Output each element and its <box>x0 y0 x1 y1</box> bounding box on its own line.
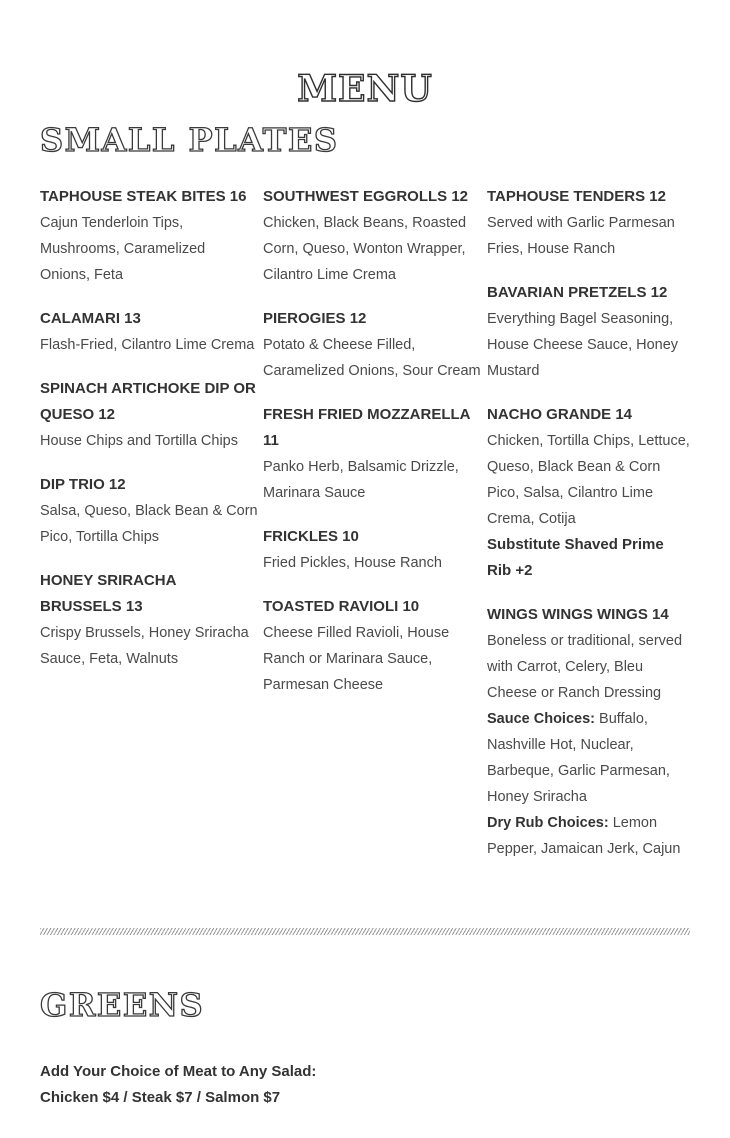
item-name: TAPHOUSE TENDERS 12 <box>487 188 666 205</box>
item-name: HONEY SRIRACHA BRUSSELS 13 <box>40 572 176 615</box>
item-upgrade-note: Substitute Shaved Prime Rib +2 <box>487 536 664 579</box>
item-description: Flash-Fried, Cilantro Lime Crema <box>40 337 255 353</box>
menu-item <box>40 184 259 288</box>
menu-item <box>40 376 259 454</box>
menu-item <box>487 184 692 262</box>
item-description: Served with Garlic Parmesan Fries, House Ranch <box>487 215 675 257</box>
menu-item <box>487 602 692 862</box>
item-name: SPINACH ARTICHOKE DIP OR QUESO 12 <box>40 380 256 423</box>
item-description: Crispy Brussels, Honey Sriracha Sauce, Feta, Walnuts <box>40 625 249 667</box>
item-name: DIP TRIO 12 <box>40 476 126 493</box>
item-name: PIEROGIES 12 <box>263 310 367 327</box>
item-description: Boneless or traditional, served with Carrot, Celery, Bleu Cheese or Ranch Dressing <box>487 633 683 701</box>
dry-rub-choices-text: Lemon Pepper, Jamaican Jerk, Cajun <box>487 815 681 857</box>
menu-column-1 <box>40 184 263 880</box>
menu-item <box>40 472 259 550</box>
sauce-choices-label: Sauce Choices: <box>487 711 595 727</box>
item-name: BAVARIAN PRETZELS 12 <box>487 284 668 301</box>
section-title-greens: GREENS <box>40 986 205 1024</box>
item-name: SOUTHWEST EGGROLLS 12 <box>263 188 469 205</box>
greens-meat-note <box>40 1059 640 1111</box>
item-description: Cajun Tenderloin Tips, Mushrooms, Caramelized Onions, Feta <box>40 215 206 283</box>
item-description: Salsa, Queso, Black Bean & Corn Pico, Tortilla Chips <box>40 503 258 545</box>
menu-item <box>263 594 483 698</box>
menu-item <box>487 280 692 384</box>
menu-item <box>40 568 259 672</box>
item-description: Chicken, Black Beans, Roasted Corn, Queso, Wonton Wrapper, Cilantro Lime Crema <box>263 215 467 283</box>
item-description: Fried Pickles, House Ranch <box>263 555 442 571</box>
dry-rub-choices <box>487 810 692 862</box>
menu-item <box>263 402 483 506</box>
menu-item <box>487 402 692 584</box>
item-description: House Chips and Tortilla Chips <box>40 433 239 449</box>
item-name: WINGS WINGS WINGS 14 <box>487 606 669 623</box>
item-name: TOASTED RAVIOLI 10 <box>263 598 420 615</box>
item-name: CALAMARI 13 <box>40 310 141 327</box>
greens-note-line-1: Add Your Choice of Meat to Any Salad: <box>40 1063 317 1080</box>
item-description: Everything Bagel Seasoning, House Cheese Sauce, Honey Mustard <box>487 311 679 379</box>
item-description: Panko Herb, Balsamic Drizzle, Marinara Sauce <box>263 459 459 501</box>
section-title-small-plates: SMALL PLATES <box>40 121 339 159</box>
item-name: FRICKLES 10 <box>263 528 359 545</box>
page-title: MENU <box>297 68 433 111</box>
menu-item <box>40 306 259 358</box>
item-name: NACHO GRANDE 14 <box>487 406 633 423</box>
sauce-choices <box>487 706 692 810</box>
item-description: Chicken, Tortilla Chips, Lettuce, Queso, Black Bean & Corn Pico, Salsa, Cilantro Lime Crema, Cotija <box>487 433 690 527</box>
item-name: TAPHOUSE STEAK BITES 16 <box>40 188 247 205</box>
menu-item <box>263 524 483 576</box>
sauce-choices-text: Buffalo, Nashville Hot, Nuclear, Barbeque, Garlic Parmesan, Honey Sriracha <box>487 711 670 805</box>
item-name: FRESH FRIED MOZZARELLA 11 <box>263 406 470 449</box>
menu-item <box>263 184 483 288</box>
item-description: Cheese Filled Ravioli, House Ranch or Marinara Sauce, Parmesan Cheese <box>263 625 450 693</box>
dry-rub-choices-label: Dry Rub Choices: <box>487 815 609 831</box>
menu-column-2 <box>263 184 487 880</box>
item-description: Potato & Cheese Filled, Caramelized Onions, Sour Cream <box>263 337 481 379</box>
section-divider <box>40 928 690 935</box>
menu-item <box>263 306 483 384</box>
greens-note-line-2: Chicken $4 / Steak $7 / Salmon $7 <box>40 1089 281 1106</box>
menu-column-3 <box>487 184 692 880</box>
small-plates-columns <box>40 184 692 880</box>
